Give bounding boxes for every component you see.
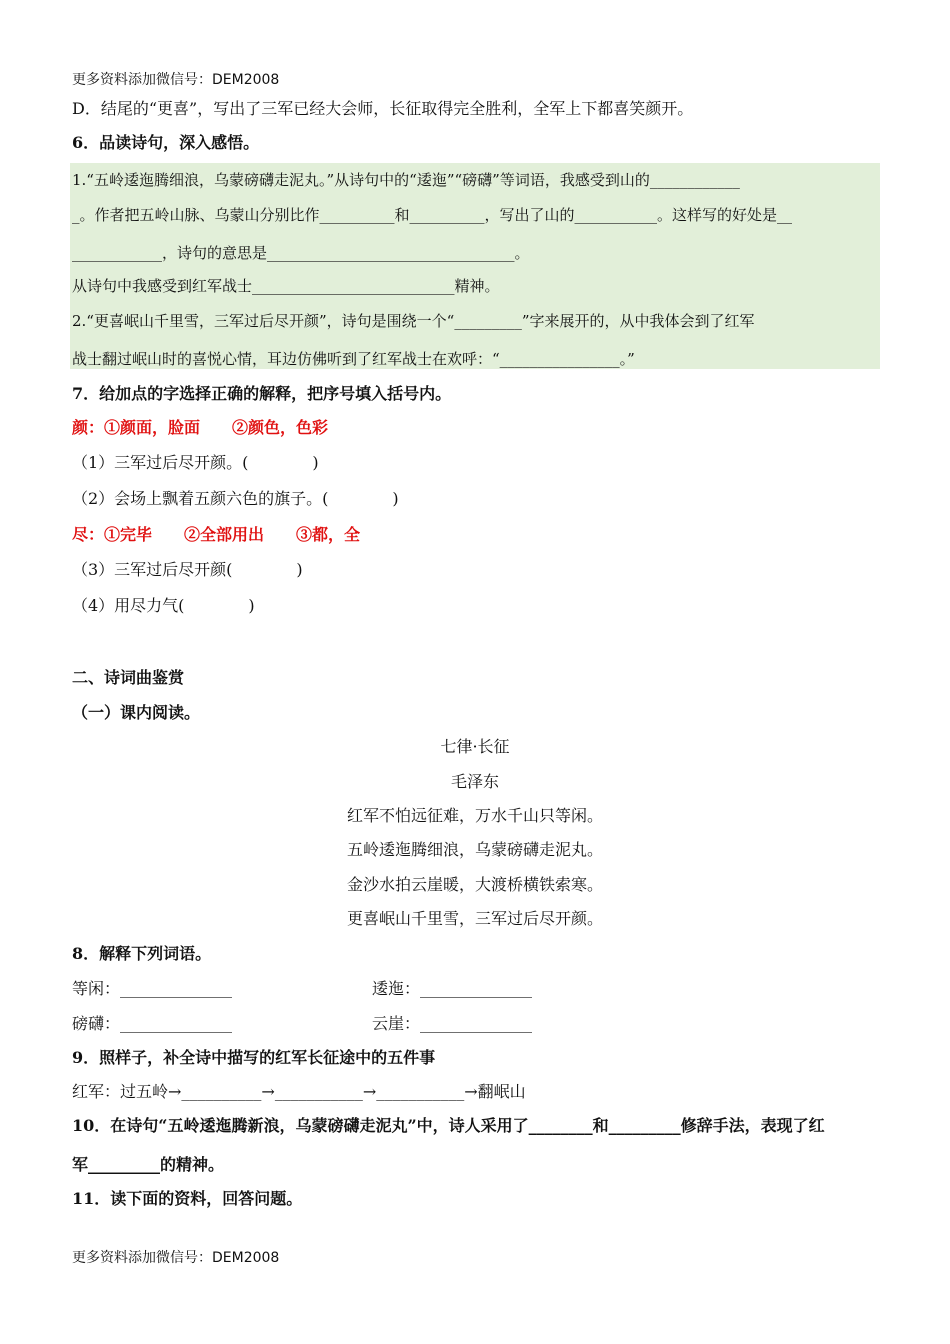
poem-line-3: 金沙水拍云崖暖，大渡桥横铁索寒。: [346, 875, 603, 894]
page-header: 更多资料添加微信号：DEM2008: [72, 72, 280, 88]
question-6-highlight-box: [70, 163, 880, 369]
question-11-title: 11．读下面的资料，回答问题。: [72, 1189, 303, 1208]
q6-line-1: 1.“五岭逶迤腾细浪，乌蒙磅礴走泥丸。”从诗句中的“逶迤”“磅礴”等词语，我感受到山的____________: [72, 171, 740, 189]
term-weiyi: 逶迤：______________: [372, 979, 533, 998]
section-2-title: 二、诗词曲鉴赏: [72, 668, 185, 687]
question-10-line-1: 10．在诗句“五岭逶迤腾新浪，乌蒙磅礴走泥丸”中，诗人采用了________和_________修辞手法，表现了红: [72, 1116, 825, 1135]
poem-line-4: 更喜岷山千里雪，三军过后尽开颜。: [346, 909, 603, 928]
poem-line-1: 红军不怕远征难，万水千山只等闲。: [346, 806, 603, 825]
q7-item-4: （4）用尽力气( ): [72, 596, 255, 615]
poem-author: 毛泽东: [450, 772, 499, 791]
question-6-title: 6．品读诗句，深入感悟。: [72, 133, 260, 152]
q6-line-2: _。作者把五岭山脉、乌蒙山分别比作__________和__________，写出了山的___________。这样写的好处是__: [72, 206, 793, 224]
term-yunya: 云崖：______________: [372, 1014, 533, 1033]
q6-line-6: 战士翻过岷山时的喜悦心情，耳边仿佛听到了红军战士在欢呼：“________________。”: [72, 350, 635, 368]
q6-line-4: 从诗句中我感受到红军战士___________________________精神。: [72, 277, 500, 295]
q6-line-3: ____________，诗句的意思是_________________________________。: [72, 244, 530, 262]
q7-item-1: （1）三军过后尽开颜。( ): [72, 453, 319, 472]
question-8-title: 8．解释下列词语。: [72, 944, 212, 963]
term-pangbo: 磅礴：______________: [72, 1014, 233, 1033]
yan-definition: 颜：①颜面，脸面 ②颜色，色彩: [72, 418, 329, 437]
question-9-title: 9．照样子，补全诗中描写的红军长征途中的五件事: [72, 1048, 436, 1067]
option-d: D．结尾的“更喜”，写出了三军已经大会师，长征取得完全胜利，全军上下都喜笑颜开。: [72, 99, 694, 118]
poem-line-2: 五岭逶迤腾细浪，乌蒙磅礴走泥丸。: [346, 840, 603, 859]
term-dengxian: 等闲：______________: [72, 979, 233, 998]
question-9-answer: 红军：过五岭→__________→___________→___________→翻岷山: [72, 1082, 526, 1101]
subsection-title: （一）课内阅读。: [72, 703, 201, 722]
q6-line-5: 2.“更喜岷山千里雪，三军过后尽开颜”，诗句是围绕一个“_________”字来展开的，从中我体会到了红军: [72, 312, 755, 330]
jin-definition: 尽：①完毕 ②全部用出 ③都，全: [72, 525, 361, 544]
q7-item-2: （2）会场上飘着五颜六色的旗子。( ): [72, 489, 399, 508]
poem-title: 七律·长征: [440, 737, 510, 756]
q7-item-3: （3）三军过后尽开颜( ): [72, 560, 303, 579]
page-footer: 更多资料添加微信号：DEM2008: [72, 1250, 280, 1266]
question-7-title: 7．给加点的字选择正确的解释，把序号填入括号内。: [72, 384, 452, 403]
question-10-line-2: 军_________的精神。: [72, 1155, 225, 1174]
